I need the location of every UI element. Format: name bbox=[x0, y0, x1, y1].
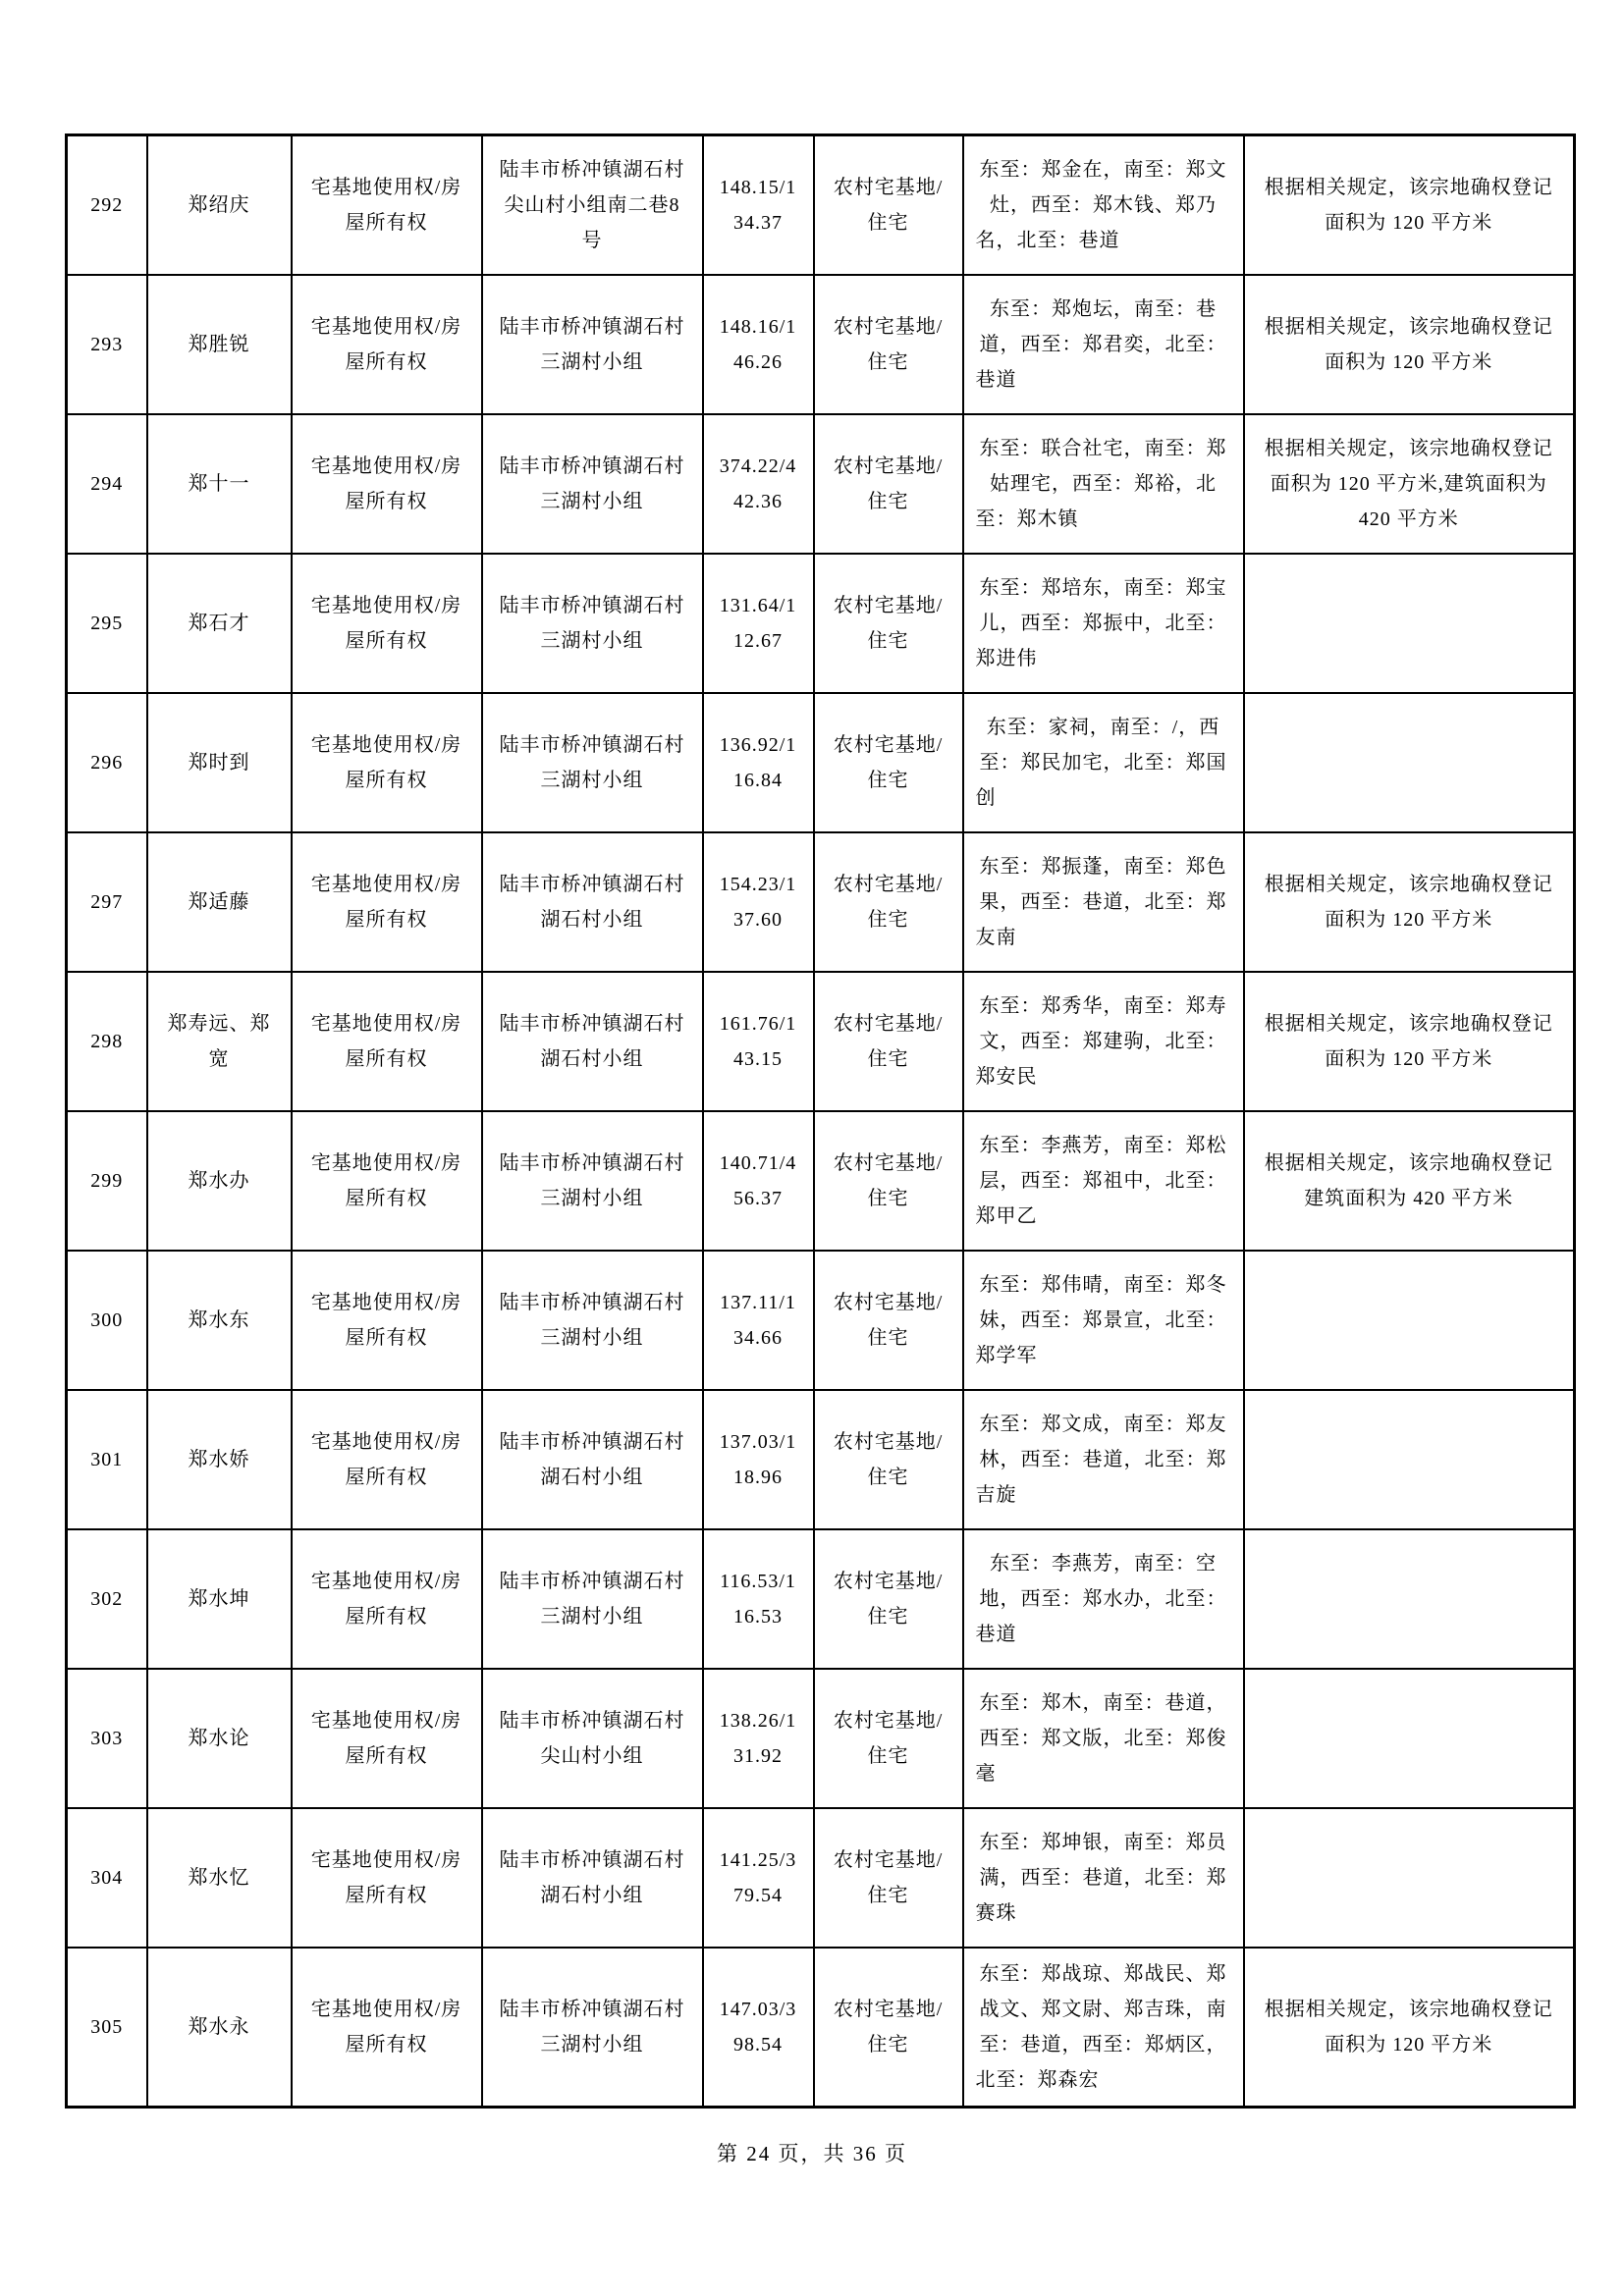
cell-area: 154.23/137.60 bbox=[703, 832, 814, 972]
cell-right-type: 宅基地使用权/房屋所有权 bbox=[292, 1529, 482, 1669]
cell-land-use: 农村宅基地/住宅 bbox=[814, 1529, 963, 1669]
cell-land-use: 农村宅基地/住宅 bbox=[814, 275, 963, 414]
cell-owner-name: 郑水东 bbox=[147, 1251, 292, 1390]
cell-right-type: 宅基地使用权/房屋所有权 bbox=[292, 1111, 482, 1251]
cell-remark: 根据相关规定，该宗地确权登记面积为 120 平方米 bbox=[1244, 135, 1575, 275]
cell-owner-name: 郑水忆 bbox=[147, 1808, 292, 1948]
table-row bbox=[67, 1390, 1575, 1529]
cell-right-type: 宅基地使用权/房屋所有权 bbox=[292, 832, 482, 972]
cell-remark: 根据相关规定，该宗地确权登记面积为 120 平方米,建筑面积为 420 平方米 bbox=[1244, 414, 1575, 554]
cell-remark: 根据相关规定，该宗地确权登记面积为 120 平方米 bbox=[1244, 1948, 1575, 2108]
cell-remark bbox=[1244, 1251, 1575, 1390]
cell-location: 陆丰市桥冲镇湖石村三湖村小组 bbox=[482, 693, 703, 832]
cell-remark: 根据相关规定，该宗地确权登记建筑面积为 420 平方米 bbox=[1244, 1111, 1575, 1251]
cell-location: 陆丰市桥冲镇湖石村三湖村小组 bbox=[482, 1111, 703, 1251]
cell-sequence-number: 300 bbox=[67, 1251, 147, 1390]
cell-sequence-number: 296 bbox=[67, 693, 147, 832]
cell-sequence-number: 293 bbox=[67, 275, 147, 414]
cell-sequence-number: 301 bbox=[67, 1390, 147, 1529]
cell-land-use: 农村宅基地/住宅 bbox=[814, 554, 963, 693]
cell-owner-name: 郑水论 bbox=[147, 1669, 292, 1808]
cell-area: 148.15/134.37 bbox=[703, 135, 814, 275]
cell-location: 陆丰市桥冲镇湖石村湖石村小组 bbox=[482, 832, 703, 972]
cell-boundaries: 东至：家祠，南至：/，西至：郑民加宅，北至：郑国创 bbox=[963, 693, 1244, 832]
cell-boundaries: 东至：李燕芳，南至：空地，西至：郑水办，北至：巷道 bbox=[963, 1529, 1244, 1669]
cell-right-type: 宅基地使用权/房屋所有权 bbox=[292, 1669, 482, 1808]
cell-owner-name: 郑时到 bbox=[147, 693, 292, 832]
cell-area: 148.16/146.26 bbox=[703, 275, 814, 414]
cell-sequence-number: 304 bbox=[67, 1808, 147, 1948]
cell-area: 137.03/118.96 bbox=[703, 1390, 814, 1529]
cell-location: 陆丰市桥冲镇湖石村湖石村小组 bbox=[482, 1808, 703, 1948]
cell-area: 147.03/398.54 bbox=[703, 1948, 814, 2108]
page-footer: 第 24 页，共 36 页 bbox=[717, 2142, 907, 2165]
table-row bbox=[67, 972, 1575, 1111]
cell-location: 陆丰市桥冲镇湖石村三湖村小组 bbox=[482, 554, 703, 693]
cell-remark: 根据相关规定，该宗地确权登记面积为 120 平方米 bbox=[1244, 275, 1575, 414]
table-row bbox=[67, 275, 1575, 414]
cell-owner-name: 郑水永 bbox=[147, 1948, 292, 2108]
cell-owner-name: 郑水坤 bbox=[147, 1529, 292, 1669]
cell-owner-name: 郑石才 bbox=[147, 554, 292, 693]
cell-boundaries: 东至：郑伟晴，南至：郑冬妹，西至：郑景宣，北至：郑学军 bbox=[963, 1251, 1244, 1390]
table-row bbox=[67, 1948, 1575, 2108]
cell-boundaries: 东至：郑文成，南至：郑友林，西至：巷道，北至：郑吉旋 bbox=[963, 1390, 1244, 1529]
cell-owner-name: 郑绍庆 bbox=[147, 135, 292, 275]
cell-owner-name: 郑十一 bbox=[147, 414, 292, 554]
cell-area: 116.53/116.53 bbox=[703, 1529, 814, 1669]
cell-location: 陆丰市桥冲镇湖石村尖山村小组南二巷8号 bbox=[482, 135, 703, 275]
cell-right-type: 宅基地使用权/房屋所有权 bbox=[292, 1251, 482, 1390]
cell-area: 141.25/379.54 bbox=[703, 1808, 814, 1948]
cell-location: 陆丰市桥冲镇湖石村湖石村小组 bbox=[482, 972, 703, 1111]
cell-sequence-number: 297 bbox=[67, 832, 147, 972]
cell-boundaries: 东至：郑振蓬，南至：郑色果，西至：巷道，北至：郑友南 bbox=[963, 832, 1244, 972]
cell-remark: 根据相关规定，该宗地确权登记面积为 120 平方米 bbox=[1244, 972, 1575, 1111]
cell-remark bbox=[1244, 693, 1575, 832]
table-row bbox=[67, 1251, 1575, 1390]
cell-area: 137.11/134.66 bbox=[703, 1251, 814, 1390]
cell-area: 131.64/112.67 bbox=[703, 554, 814, 693]
cell-remark bbox=[1244, 1529, 1575, 1669]
cell-location: 陆丰市桥冲镇湖石村尖山村小组 bbox=[482, 1669, 703, 1808]
cell-owner-name: 郑适藤 bbox=[147, 832, 292, 972]
cell-land-use: 农村宅基地/住宅 bbox=[814, 972, 963, 1111]
cell-boundaries: 东至：郑秀华，南至：郑寿文，西至：郑建驹，北至：郑安民 bbox=[963, 972, 1244, 1111]
cell-remark bbox=[1244, 554, 1575, 693]
cell-right-type: 宅基地使用权/房屋所有权 bbox=[292, 135, 482, 275]
cell-land-use: 农村宅基地/住宅 bbox=[814, 1808, 963, 1948]
cell-remark bbox=[1244, 1808, 1575, 1948]
cell-land-use: 农村宅基地/住宅 bbox=[814, 693, 963, 832]
table-row bbox=[67, 554, 1575, 693]
cell-boundaries: 东至：郑战琼、郑战民、郑战文、郑文尉、郑吉珠，南至：巷道，西至：郑炳区，北至：郑森宏 bbox=[963, 1948, 1244, 2108]
cell-sequence-number: 295 bbox=[67, 554, 147, 693]
cell-owner-name: 郑水娇 bbox=[147, 1390, 292, 1529]
cell-land-use: 农村宅基地/住宅 bbox=[814, 832, 963, 972]
cell-owner-name: 郑胜锐 bbox=[147, 275, 292, 414]
cell-sequence-number: 303 bbox=[67, 1669, 147, 1808]
table-row bbox=[67, 1111, 1575, 1251]
cell-location: 陆丰市桥冲镇湖石村三湖村小组 bbox=[482, 414, 703, 554]
table-row bbox=[67, 1808, 1575, 1948]
cell-area: 138.26/131.92 bbox=[703, 1669, 814, 1808]
cell-land-use: 农村宅基地/住宅 bbox=[814, 414, 963, 554]
cell-land-use: 农村宅基地/住宅 bbox=[814, 1948, 963, 2108]
cell-boundaries: 东至：李燕芳，南至：郑松层，西至：郑祖中，北至：郑甲乙 bbox=[963, 1111, 1244, 1251]
cell-right-type: 宅基地使用权/房屋所有权 bbox=[292, 554, 482, 693]
cell-location: 陆丰市桥冲镇湖石村三湖村小组 bbox=[482, 1948, 703, 2108]
cell-boundaries: 东至：郑炮坛，南至：巷道，西至：郑君奕，北至：巷道 bbox=[963, 275, 1244, 414]
cell-sequence-number: 294 bbox=[67, 414, 147, 554]
cell-remark bbox=[1244, 1390, 1575, 1529]
cell-sequence-number: 292 bbox=[67, 135, 147, 275]
cell-location: 陆丰市桥冲镇湖石村三湖村小组 bbox=[482, 1251, 703, 1390]
cell-boundaries: 东至：联合社宅，南至：郑姑理宅，西至：郑裕，北至：郑木镇 bbox=[963, 414, 1244, 554]
cell-land-use: 农村宅基地/住宅 bbox=[814, 1669, 963, 1808]
cell-right-type: 宅基地使用权/房屋所有权 bbox=[292, 275, 482, 414]
table-row bbox=[67, 832, 1575, 972]
cell-right-type: 宅基地使用权/房屋所有权 bbox=[292, 414, 482, 554]
cell-boundaries: 东至：郑坤银，南至：郑员满，西至：巷道，北至：郑赛珠 bbox=[963, 1808, 1244, 1948]
cell-location: 陆丰市桥冲镇湖石村三湖村小组 bbox=[482, 1529, 703, 1669]
table-row bbox=[67, 414, 1575, 554]
cell-location: 陆丰市桥冲镇湖石村湖石村小组 bbox=[482, 1390, 703, 1529]
table-row bbox=[67, 693, 1575, 832]
table-row bbox=[67, 135, 1575, 275]
cell-area: 374.22/442.36 bbox=[703, 414, 814, 554]
cell-boundaries: 东至：郑培东，南至：郑宝儿，西至：郑振中，北至：郑进伟 bbox=[963, 554, 1244, 693]
cell-right-type: 宅基地使用权/房屋所有权 bbox=[292, 972, 482, 1111]
table-body bbox=[67, 135, 1575, 2108]
cell-sequence-number: 298 bbox=[67, 972, 147, 1111]
cell-sequence-number: 299 bbox=[67, 1111, 147, 1251]
cell-boundaries: 东至：郑木，南至：巷道，西至：郑文版，北至：郑俊毫 bbox=[963, 1669, 1244, 1808]
cell-area: 161.76/143.15 bbox=[703, 972, 814, 1111]
cell-owner-name: 郑水办 bbox=[147, 1111, 292, 1251]
cell-right-type: 宅基地使用权/房屋所有权 bbox=[292, 693, 482, 832]
cell-area: 136.92/116.84 bbox=[703, 693, 814, 832]
cell-area: 140.71/456.37 bbox=[703, 1111, 814, 1251]
cell-land-use: 农村宅基地/住宅 bbox=[814, 135, 963, 275]
cell-owner-name: 郑寿远、郑宽 bbox=[147, 972, 292, 1111]
table-row bbox=[67, 1529, 1575, 1669]
cell-remark: 根据相关规定，该宗地确权登记面积为 120 平方米 bbox=[1244, 832, 1575, 972]
land-rights-table bbox=[65, 133, 1576, 2109]
cell-location: 陆丰市桥冲镇湖石村三湖村小组 bbox=[482, 275, 703, 414]
cell-right-type: 宅基地使用权/房屋所有权 bbox=[292, 1808, 482, 1948]
cell-remark bbox=[1244, 1669, 1575, 1808]
cell-land-use: 农村宅基地/住宅 bbox=[814, 1111, 963, 1251]
cell-right-type: 宅基地使用权/房屋所有权 bbox=[292, 1390, 482, 1529]
cell-sequence-number: 302 bbox=[67, 1529, 147, 1669]
cell-boundaries: 东至：郑金在，南至：郑文灶，西至：郑木钱、郑乃名，北至：巷道 bbox=[963, 135, 1244, 275]
cell-right-type: 宅基地使用权/房屋所有权 bbox=[292, 1948, 482, 2108]
table-row bbox=[67, 1669, 1575, 1808]
cell-sequence-number: 305 bbox=[67, 1948, 147, 2108]
cell-land-use: 农村宅基地/住宅 bbox=[814, 1390, 963, 1529]
cell-land-use: 农村宅基地/住宅 bbox=[814, 1251, 963, 1390]
